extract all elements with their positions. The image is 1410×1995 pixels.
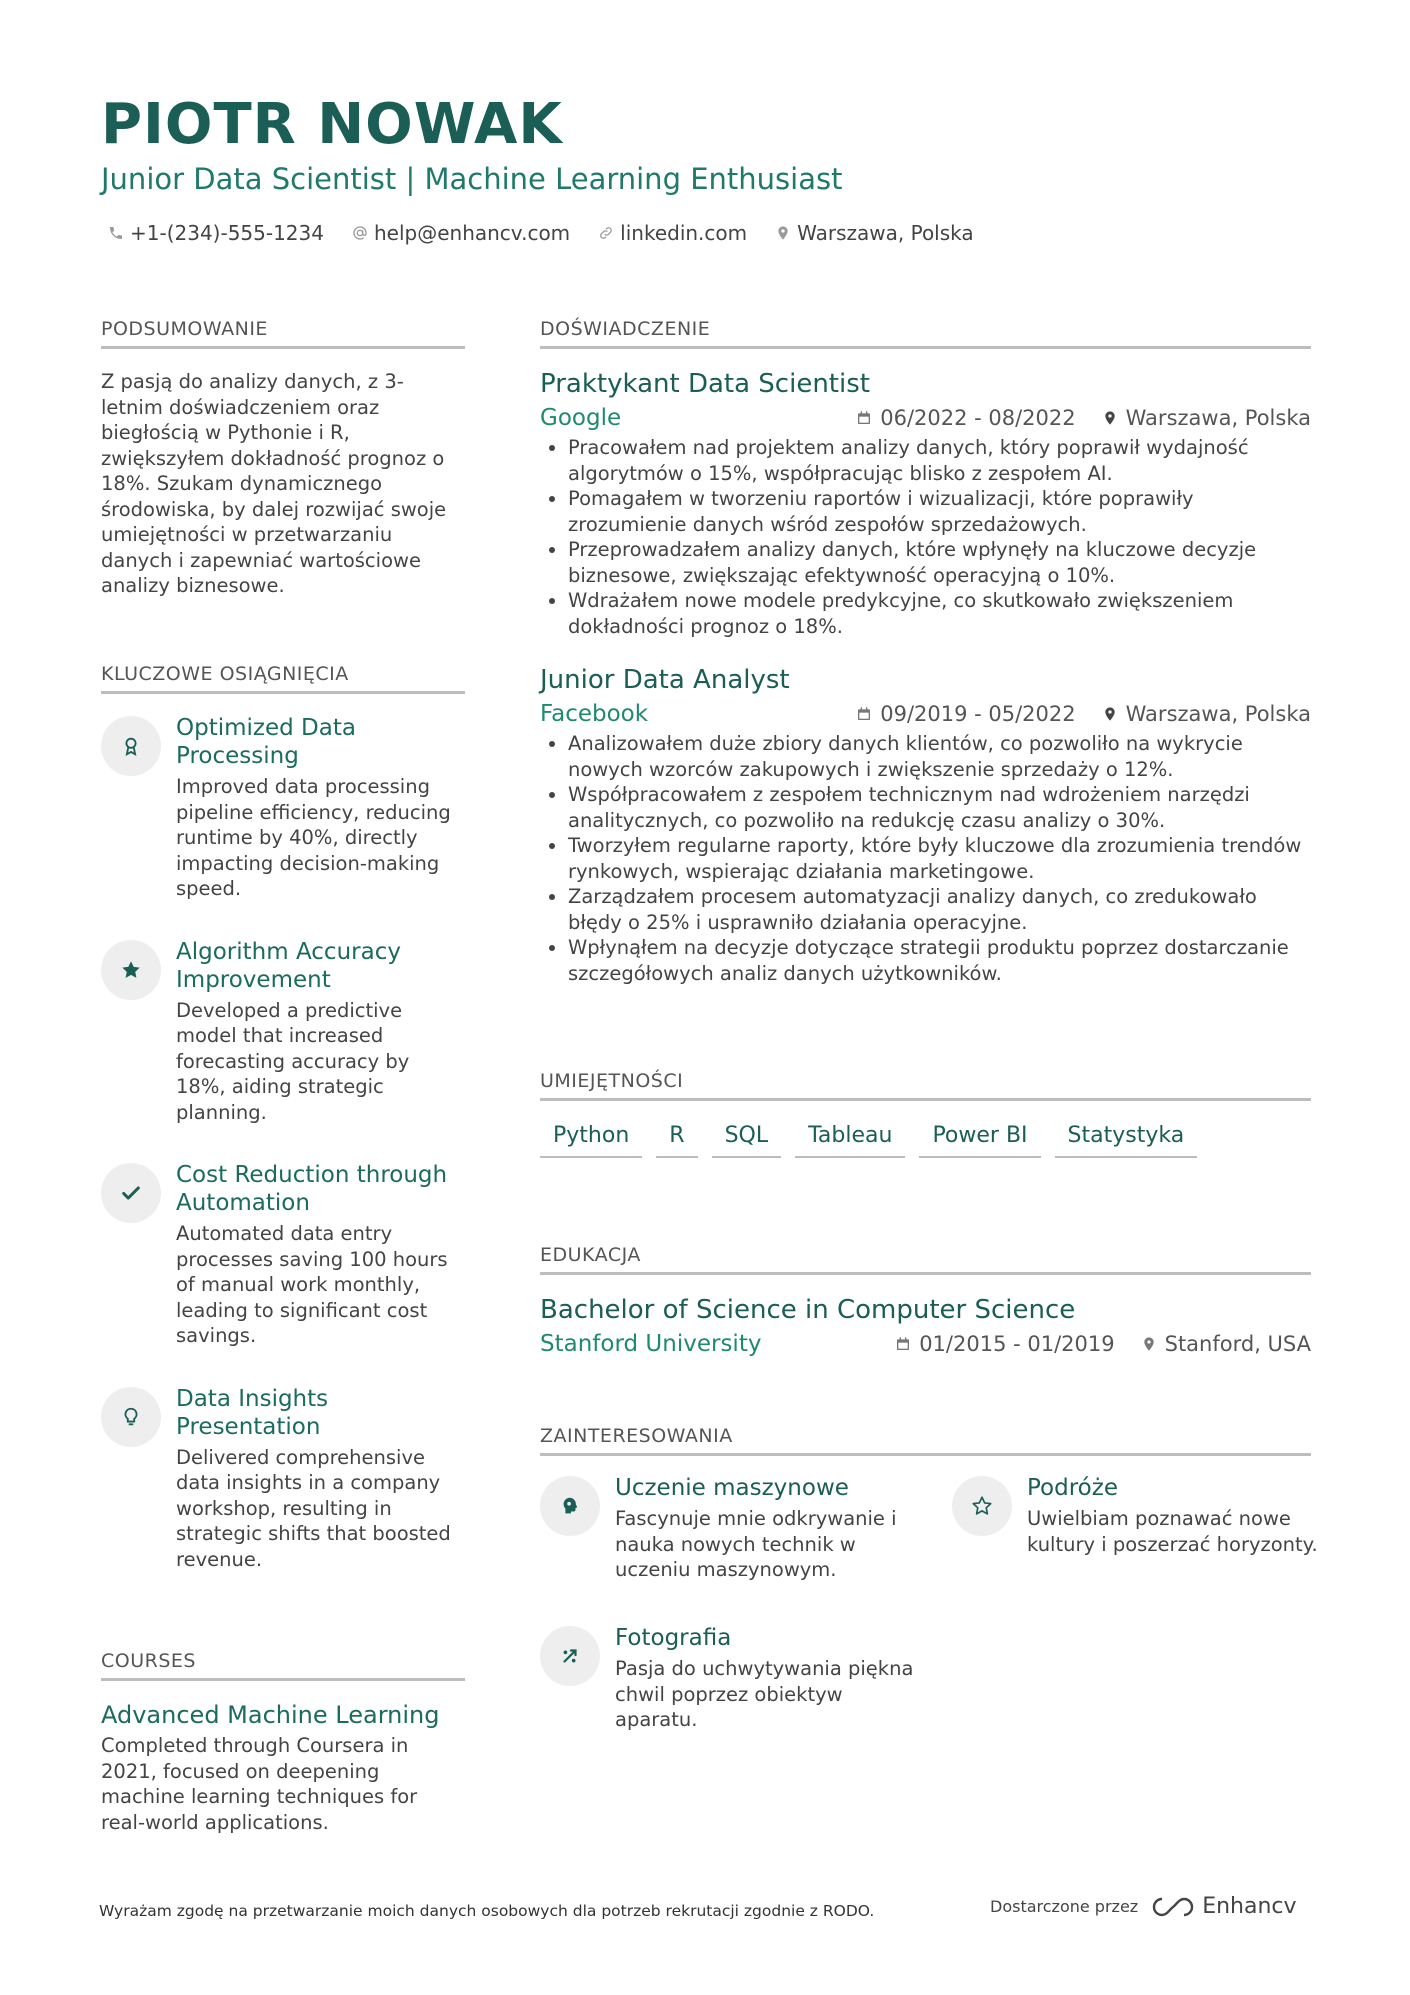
- interests-grid: [540, 1474, 1318, 1754]
- contact-linkedin-text: linkedin.com: [620, 221, 748, 245]
- achievement-title: Data Insights Presentation: [176, 1385, 329, 1440]
- education-school: Stanford University: [540, 1331, 762, 1357]
- education-dates: [895, 1332, 1114, 1356]
- job-title: Junior Data Analyst: [540, 665, 790, 695]
- education-heading: EDUKACJA: [540, 1244, 1311, 1275]
- location-pin-icon: [775, 225, 791, 241]
- job-dates-text: 06/2022 - 08/2022: [880, 406, 1076, 430]
- job-bullet: • Zarządzałem procesem automatyzacji analizy danych, co zredukowało błędy o 25% i usprawniło działania operacyjne.: [568, 884, 1311, 935]
- calendar-icon: [856, 706, 872, 722]
- job-bullet: • Wdrażałem nowe modele predykcyjne, co skutkowało zwiększeniem dokładności prognoz o 18%.: [568, 588, 1311, 639]
- job-dates-text: 09/2019 - 05/2022: [880, 702, 1076, 726]
- lightbulb-icon: [101, 1387, 161, 1447]
- achievements-heading: KLUCZOWE OSIĄGNIĘCIA: [101, 663, 465, 694]
- achievement-desc: Delivered comprehensive data insights in a company workshop, resulting in strategic shifts that boosted revenue.: [176, 1445, 451, 1571]
- job-bullet: • Wpłynąłem na decyzje dotyczące strategii produktu poprzez dostarczanie szczegółowych analiz danych użytkowników.: [568, 935, 1311, 986]
- achievement-desc: Automated data entry processes saving 100 hours of manual work monthly, leading to significant cost savings.: [176, 1222, 448, 1347]
- interest-desc: Fascynuje mnie odkrywanie i nauka nowych technik w uczeniu maszynowym.: [615, 1507, 897, 1581]
- candidate-headline: Junior Data Scientist | Machine Learning Enthusiast: [101, 162, 843, 196]
- education-dates-text: 01/2015 - 01/2019: [919, 1332, 1115, 1356]
- achievement-title: Optimized Data Processing: [176, 715, 356, 769]
- summary-text: Z pasją do analizy danych, z 3-letnim doświadczeniem oraz biegłością w Pythonie i R, zwiększyłem dokładność prognoz o 18%. Szukam dynamicznego środowiska, by dalej rozwijać swoje umiejętności w przetwarzaniu danych i zapewniać wartościowe analizy biznesowe.: [101, 370, 447, 597]
- interest-item: [540, 1474, 930, 1583]
- camera-icon: [540, 1626, 600, 1686]
- education-location-text: Stanford, USA: [1164, 1332, 1311, 1356]
- contact-location: [775, 221, 974, 245]
- powered-by: [990, 1894, 1297, 1919]
- experience-heading: DOŚWIADCZENIE: [540, 318, 1311, 349]
- job-location: [1102, 702, 1311, 726]
- achievement-item: [101, 1385, 465, 1573]
- interest-desc: Pasja do uchwytywania piękna chwil poprzez obiektyw aparatu.: [615, 1657, 914, 1731]
- interest-title: Uczenie maszynowe: [615, 1475, 849, 1501]
- contact-email-text: help@enhancv.com: [373, 221, 571, 245]
- education-section: [540, 1244, 1311, 1357]
- education-entry: [540, 1295, 1311, 1357]
- skill-tag: Tableau: [795, 1123, 905, 1158]
- location-pin-icon: [1102, 706, 1118, 722]
- contact-phone-text: +1-(234)-555-1234: [130, 221, 324, 245]
- job-meta: [540, 405, 1311, 431]
- award-icon: [101, 716, 161, 776]
- course-title: Advanced Machine Learning: [101, 1701, 440, 1729]
- interests-section: [540, 1425, 1318, 1754]
- achievement-desc: Improved data processing pipeline efficiency, reducing runtime by 40%, directly impacting decision-making speed.: [176, 775, 451, 900]
- location-pin-icon: [1141, 1336, 1157, 1352]
- interest-item: [540, 1624, 930, 1733]
- job-company: Google: [540, 405, 622, 431]
- brand-name: Enhancv: [1202, 1894, 1297, 1919]
- summary-heading: PODSUMOWANIE: [101, 318, 465, 349]
- job-bullet: • Pracowałem nad projektem analizy danych, który poprawił wydajność algorytmów o 15%, współpracując blisko z zespołem AI.: [568, 435, 1311, 486]
- interest-item: [952, 1474, 1342, 1557]
- summary-section: [101, 318, 465, 599]
- experience-section: [540, 318, 1311, 986]
- skill-tag: SQL: [712, 1123, 782, 1158]
- job-meta: [540, 701, 1311, 727]
- skill-tag: Python: [540, 1123, 642, 1158]
- achievement-item: [101, 714, 465, 902]
- courses-heading: COURSES: [101, 1650, 465, 1681]
- job-bullet: • Tworzyłem regularne raporty, które były kluczowe dla zrozumienia trendów rynkowych, wspierając działania marketingowe.: [568, 833, 1311, 884]
- job-location-text: Warszawa, Polska: [1125, 702, 1311, 726]
- calendar-icon: [856, 410, 872, 426]
- interest-title: Fotografia: [615, 1625, 732, 1651]
- education-meta: [540, 1331, 1311, 1357]
- job-bullets: [540, 731, 1311, 986]
- skill-tag: R: [656, 1123, 697, 1158]
- interest-title: Podróże: [1027, 1475, 1118, 1501]
- enhancv-logo-icon: [1150, 1895, 1196, 1919]
- job-company: Facebook: [540, 701, 649, 727]
- brand-logo[interactable]: [1150, 1894, 1296, 1919]
- link-icon: [598, 225, 614, 241]
- contact-bar: [108, 221, 974, 245]
- star-icon: [101, 940, 161, 1000]
- job-entry: [540, 369, 1311, 639]
- at-icon: [352, 225, 368, 241]
- job-bullets: [540, 435, 1311, 639]
- job-entry: [540, 665, 1311, 986]
- skills-section: [540, 1070, 1311, 1158]
- course-desc: Completed through Coursera in 2021, focused on deepening machine learning techniques for real-world applications.: [101, 1734, 418, 1834]
- education-location: [1141, 1332, 1311, 1356]
- job-bullet: • Analizowałem duże zbiory danych klientów, co pozwoliło na wykrycie nowych wzorców zakupowych i zwiększenie sprzedaży o 12%.: [568, 731, 1311, 782]
- job-bullet: • Współpracowałem z zespołem technicznym nad wdrożeniem narzędzi analitycznych, co pozwoliło na redukcję czasu analizy o 30%.: [568, 782, 1311, 833]
- job-location-text: Warszawa, Polska: [1125, 406, 1311, 430]
- skills-list: [540, 1123, 1311, 1158]
- brain-icon: [540, 1476, 600, 1536]
- star-icon: [952, 1476, 1012, 1536]
- achievement-title: Algorithm Accuracy Improvement: [176, 938, 401, 993]
- location-pin-icon: [1102, 410, 1118, 426]
- calendar-icon: [895, 1336, 911, 1352]
- job-location: [1102, 406, 1311, 430]
- job-dates: [856, 702, 1075, 726]
- achievements-section: [101, 663, 465, 1572]
- skill-tag: Power BI: [919, 1123, 1040, 1158]
- skills-heading: UMIEJĘTNOŚCI: [540, 1070, 1311, 1101]
- achievement-item: [101, 938, 465, 1126]
- achievement-title: Cost Reduction through Automation: [176, 1162, 448, 1216]
- skill-tag: Statystyka: [1055, 1123, 1198, 1158]
- job-title: Praktykant Data Scientist: [540, 369, 870, 399]
- powered-by-label: Dostarczone przez: [990, 1897, 1139, 1916]
- candidate-name: PIOTR NOWAK: [101, 92, 563, 157]
- job-dates: [856, 406, 1075, 430]
- courses-section: [101, 1650, 465, 1835]
- phone-icon: [108, 225, 124, 241]
- interest-desc: Uwielbiam poznawać nowe kultury i poszerzać horyzonty.: [1027, 1507, 1318, 1556]
- job-bullet: • Pomagałem w tworzeniu raportów i wizualizacji, które poprawiły zrozumienie danych wśród zespołów sprzedażowych.: [568, 486, 1311, 537]
- job-bullet: • Przeprowadzałem analizy danych, które wpłynęły na kluczowe decyzje biznesowe, zwiększając efektywność operacyjną o 10%.: [568, 537, 1311, 588]
- achievement-desc: Developed a predictive model that increased forecasting accuracy by 18%, aiding strategic planning.: [176, 998, 410, 1124]
- consent-note: Wyrażam zgodę na przetwarzanie moich danych osobowych dla potrzeb rekrutacji zgodnie z RODO.: [99, 1902, 875, 1920]
- achievement-item: [101, 1161, 465, 1349]
- contact-phone[interactable]: [108, 221, 324, 245]
- contact-location-text: Warszawa, Polska: [797, 221, 974, 245]
- education-degree: Bachelor of Science in Computer Science: [540, 1295, 1076, 1325]
- check-icon: [101, 1163, 161, 1223]
- contact-linkedin[interactable]: [598, 221, 747, 245]
- contact-email[interactable]: [352, 221, 570, 245]
- interests-heading: ZAINTERESOWANIA: [540, 1425, 1311, 1456]
